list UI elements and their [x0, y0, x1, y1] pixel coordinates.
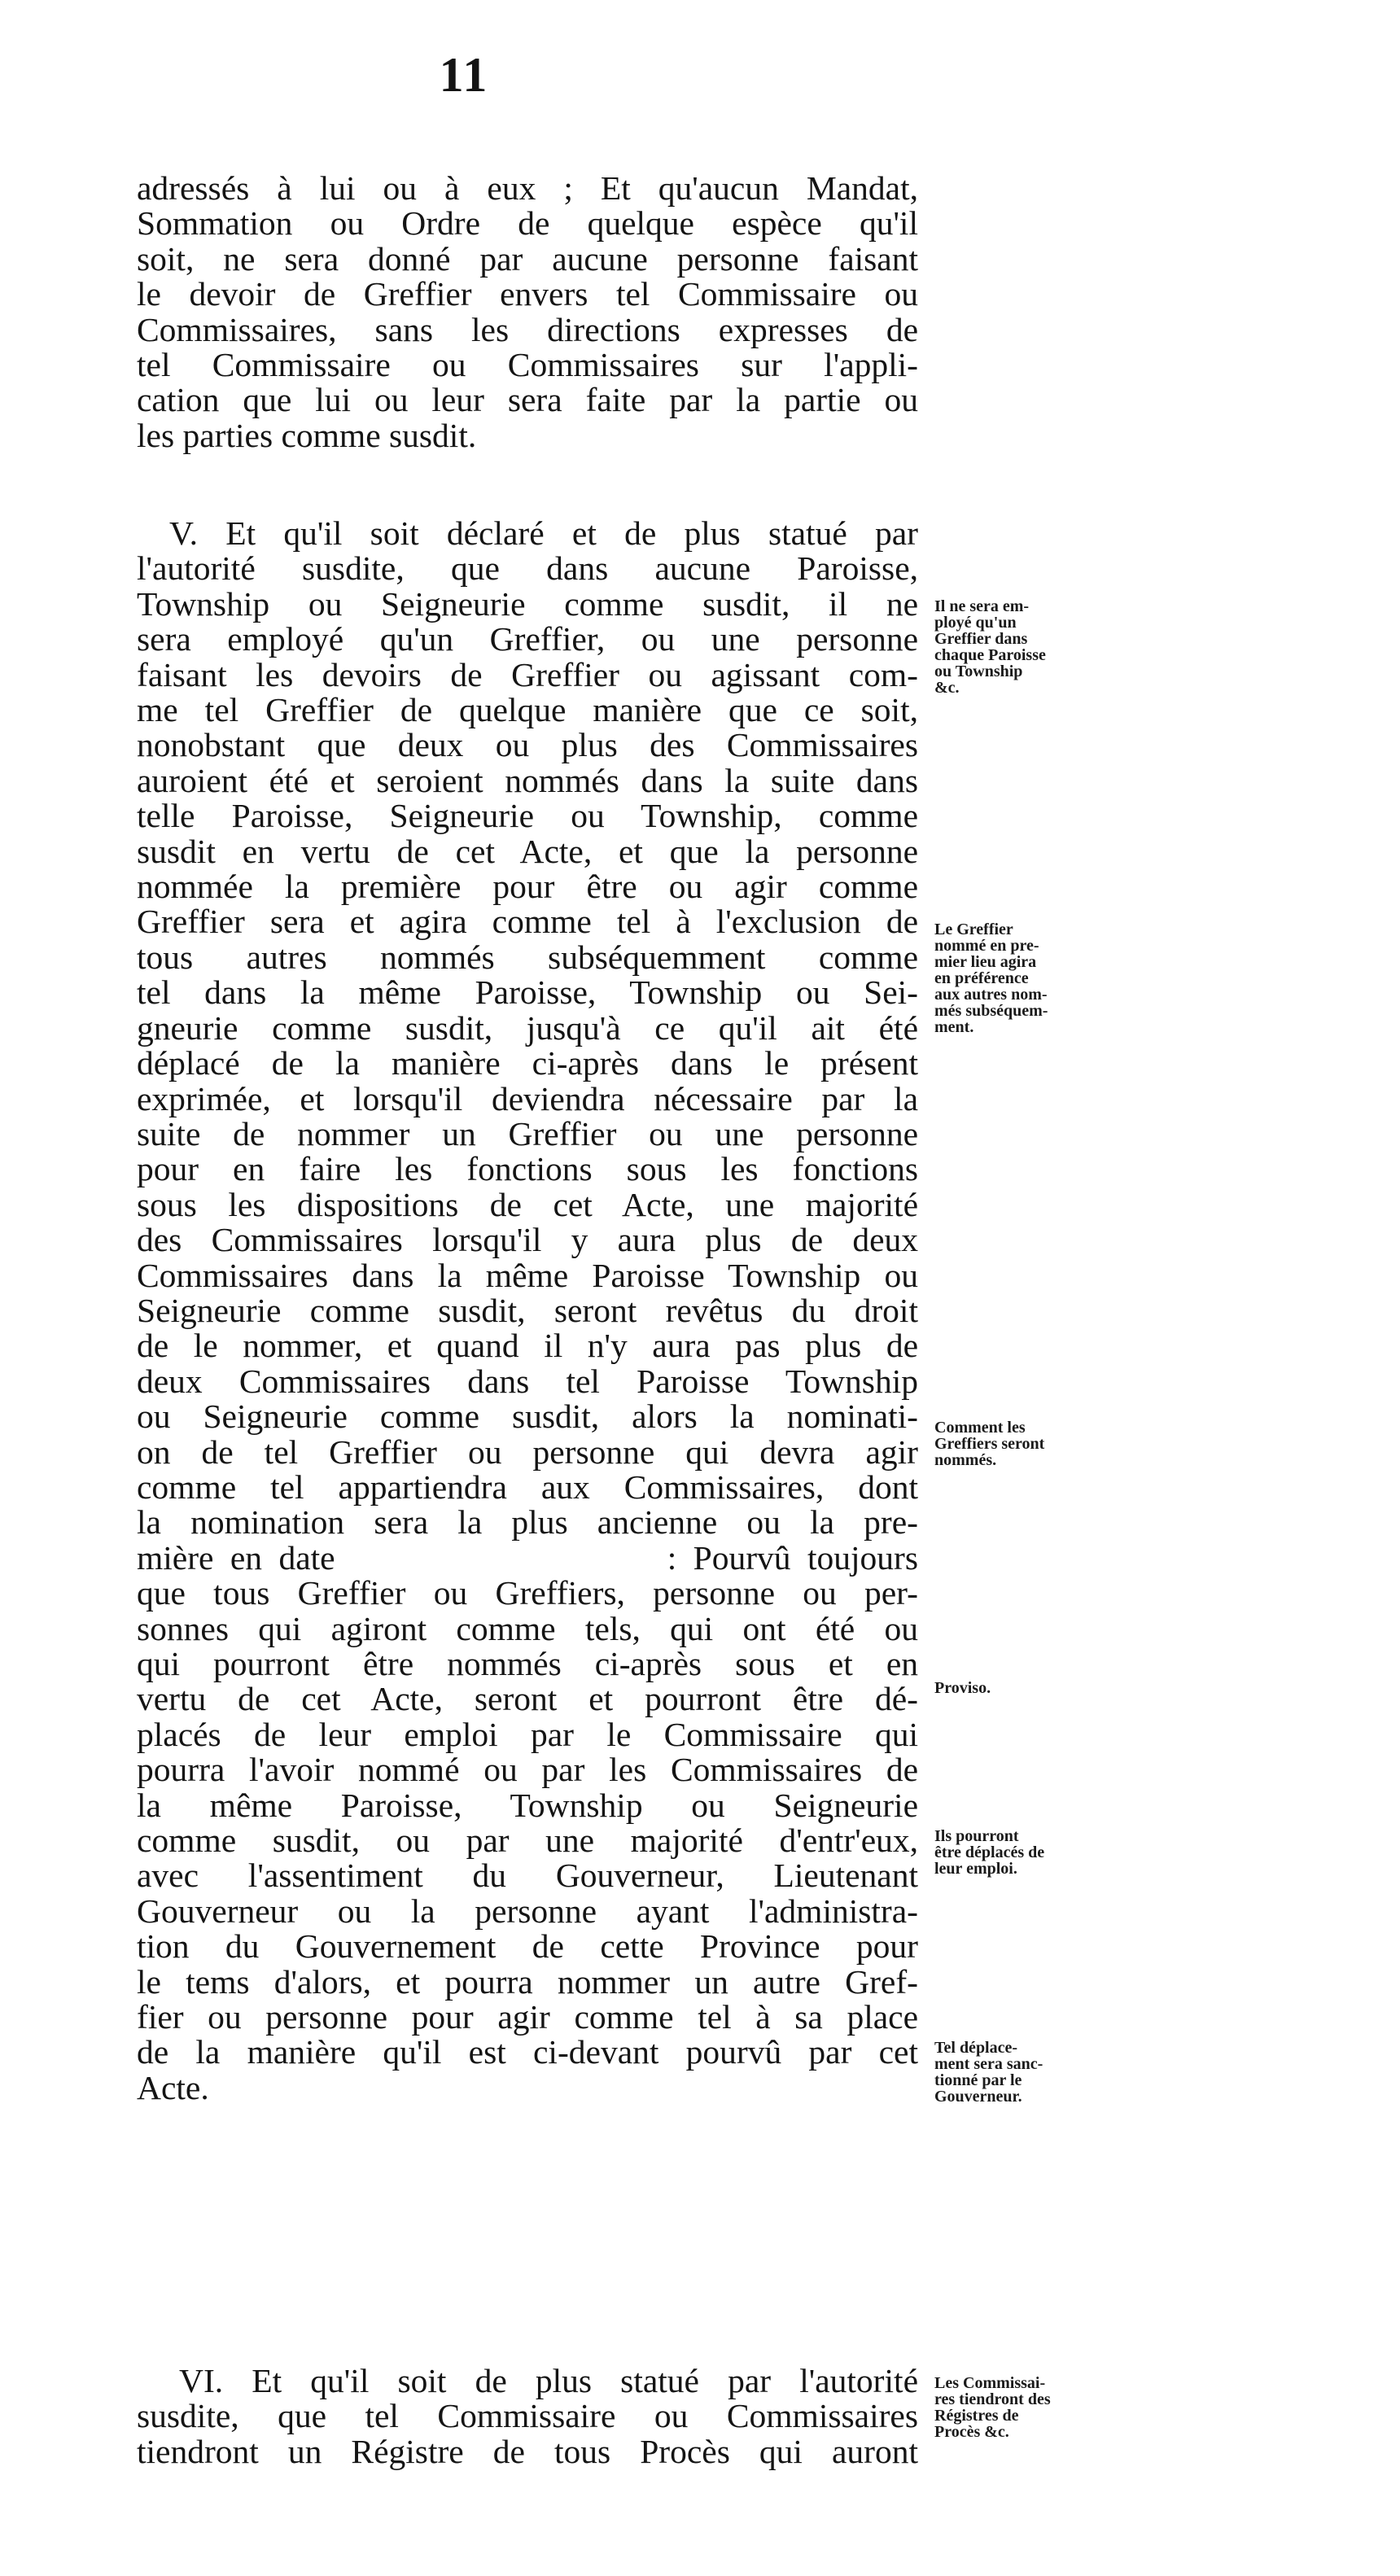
text-line: Township ou Seigneurie comme susdit, il ne — [137, 584, 918, 623]
text-line: gneurie comme susdit, jusqu'à ce qu'il ait été — [137, 1008, 918, 1047]
text-line: Gouverneur ou la personne ayant l'administra- — [137, 1892, 918, 1930]
margin-note-line: Greffier dans — [934, 630, 1028, 648]
paragraph-continuation — [137, 171, 918, 453]
text-line: mière en date : Pourvû toujours — [137, 1538, 918, 1577]
text-line: la nomination sera la plus ancienne ou la pre- — [137, 1503, 918, 1542]
text-line: pour en faire les fonctions sous les fonctions — [137, 1150, 918, 1188]
text-line: Acte. — [137, 2068, 209, 2106]
text-line: pourra l'avoir nommé ou par les Commissaires de — [137, 1751, 918, 1789]
text-line: me tel Greffier de quelque manière que ce soit, — [137, 691, 918, 729]
margin-note-line: &c. — [934, 679, 960, 697]
text-line: ou Seigneurie comme susdit, alors la nominati- — [137, 1397, 918, 1436]
text-line: susdit en vertu de cet Acte, et que la personne — [137, 832, 918, 870]
text-line: les parties comme susdit. — [137, 416, 477, 454]
text-line: comme susdit, ou par une majorité d'entr'eux, — [137, 1822, 918, 1860]
text-line: deux Commissaires dans tel Paroisse Township — [137, 1362, 918, 1400]
page-number: 11 — [439, 48, 489, 102]
text-line: sonnes qui agiront comme tels, qui ont été ou — [137, 1609, 918, 1647]
margin-note-line: ment. — [934, 1018, 974, 1036]
text-line: soit, ne sera donné par aucune personne faisant — [137, 239, 918, 278]
text-line: auroient été et seroient nommés dans la suite dans — [137, 761, 918, 799]
text-line: exprimée, et lorsqu'il deviendra nécessaire par la — [137, 1079, 918, 1117]
text-line: telle Paroisse, Seigneurie ou Township, comme — [137, 797, 918, 835]
text-line: fier ou personne pour agir comme tel à sa place — [137, 1998, 918, 2036]
margin-note-line: res tiendront des — [934, 2390, 1051, 2408]
text-line: Greffier sera et agira comme tel à l'exclusion de — [137, 903, 918, 941]
section-v — [137, 516, 918, 2106]
margin-note-line: Il ne sera em- — [934, 597, 1030, 615]
text-line: Seigneurie comme susdit, seront revêtus du droit — [137, 1291, 918, 1329]
text-line: V. Et qu'il soit déclaré et de plus statué par — [169, 514, 918, 552]
margin-note-line: nommés. — [934, 1451, 997, 1469]
text-line: sera employé qu'un Greffier, ou une personne — [137, 620, 918, 658]
margin-note-line: ou Township — [934, 663, 1023, 680]
text-line: nonobstant que deux ou plus des Commissaires — [137, 726, 918, 764]
text-line: susdite, que tel Commissaire ou Commissaires — [137, 2397, 918, 2435]
text-line: de le nommer, et quand il n'y aura pas plus de — [137, 1327, 918, 1365]
text-line: adressés à lui ou à eux ; Et qu'aucun Mandat, — [137, 169, 918, 207]
margin-note-line: Régistres de — [934, 2407, 1019, 2425]
text-line: le devoir de Greffier envers tel Commissaire ou — [137, 275, 918, 313]
text-line: nommée la première pour être ou agir comme — [137, 868, 918, 906]
text-line: sous les dispositions de cet Acte, une majorité — [137, 1185, 918, 1223]
margin-note — [934, 1828, 1105, 1877]
margin-note-line: Comment les — [934, 1419, 1026, 1437]
margin-note-line: nommé en pre- — [934, 937, 1039, 955]
margin-note-line: chaque Paroisse — [934, 646, 1046, 664]
margin-note-line: ment sera sanc- — [934, 2055, 1043, 2073]
margin-note-line: Le Greffier — [934, 921, 1013, 938]
margin-note-line: Procès &c. — [934, 2423, 1009, 2441]
margin-note-line: en préférence — [934, 969, 1029, 987]
text-line: des Commissaires lorsqu'il y aura plus de deux — [137, 1221, 918, 1259]
margin-note-line: Gouverneur. — [934, 2088, 1022, 2106]
text-line: Commissaires, sans les directions expresses de — [137, 310, 918, 348]
text-line: tel dans la même Paroisse, Township ou Sei- — [137, 973, 918, 1012]
margin-note-line: Les Commissai- — [934, 2374, 1046, 2392]
margin-note — [934, 2040, 1105, 2105]
text-line: comme tel appartiendra aux Commissaires, dont — [137, 1467, 918, 1506]
text-line: VI. Et qu'il soit de plus statué par l'autorité — [179, 2362, 918, 2399]
text-line: tel Commissaire ou Commissaires sur l'appli- — [137, 346, 918, 384]
text-line: on de tel Greffier ou personne qui devra agir — [137, 1432, 918, 1471]
text-line: que tous Greffier ou Greffiers, personne ou per- — [137, 1574, 918, 1612]
text-line: l'autorité susdite, que dans aucune Paroisse, — [137, 549, 918, 588]
margin-note — [934, 598, 1105, 696]
margin-note-line: Tel déplace- — [934, 2039, 1018, 2057]
text-line: la même Paroisse, Township ou Seigneurie — [137, 1786, 918, 1824]
margin-note-line: mier lieu agira — [934, 953, 1037, 971]
text-line: de la manière qu'il est ci-devant pourvû par cet — [137, 2033, 918, 2071]
text-line: le tems d'alors, et pourra nommer un autre Gref- — [137, 1962, 918, 2001]
text-line: tiendront un Régistre de tous Procès qui auront — [137, 2432, 918, 2470]
margin-note-line: aux autres nom- — [934, 986, 1048, 1004]
text-line: suite de nommer un Greffier ou une personne — [137, 1114, 918, 1152]
margin-note-line: ployé qu'un — [934, 614, 1017, 632]
text-line: faisant les devoirs de Greffier ou agissant com- — [137, 655, 918, 693]
margin-note — [934, 1680, 1105, 1696]
text-line: cation que lui ou leur sera faite par la partie ou — [137, 381, 918, 419]
margin-note — [934, 921, 1105, 1035]
margin-note-line: leur emploi. — [934, 1860, 1017, 1878]
margin-note-line: tionné par le — [934, 2071, 1022, 2089]
margin-note-line: Ils pourront — [934, 1827, 1019, 1845]
text-line: placés de leur emploi par le Commissaire qui — [137, 1715, 918, 1753]
text-line: tion du Gouvernement de cette Province pour — [137, 1927, 918, 1966]
margin-note-line: Greffiers seront — [934, 1435, 1045, 1453]
margin-note — [934, 1419, 1105, 1468]
text-line: qui pourront être nommés ci-après sous et en — [137, 1645, 918, 1682]
text-line: vertu de cet Acte, seront et pourront être dé- — [137, 1680, 918, 1718]
text-line: déplacé de la manière ci-après dans le présent — [137, 1044, 918, 1082]
text-line: tous autres nommés subséquemment comme — [137, 938, 918, 976]
text-line: Sommation ou Ordre de quelque espèce qu'il — [137, 204, 918, 243]
text-line: avec l'assentiment du Gouverneur, Lieutenant — [137, 1857, 918, 1895]
margin-note-line: Proviso. — [934, 1679, 991, 1697]
margin-note-line: més subséquem- — [934, 1002, 1048, 1020]
text-line: Commissaires dans la même Paroisse Township ou — [137, 1256, 918, 1294]
margin-note — [934, 2375, 1105, 2440]
margin-note-line: être déplacés de — [934, 1843, 1045, 1861]
section-vi — [137, 2364, 918, 2469]
